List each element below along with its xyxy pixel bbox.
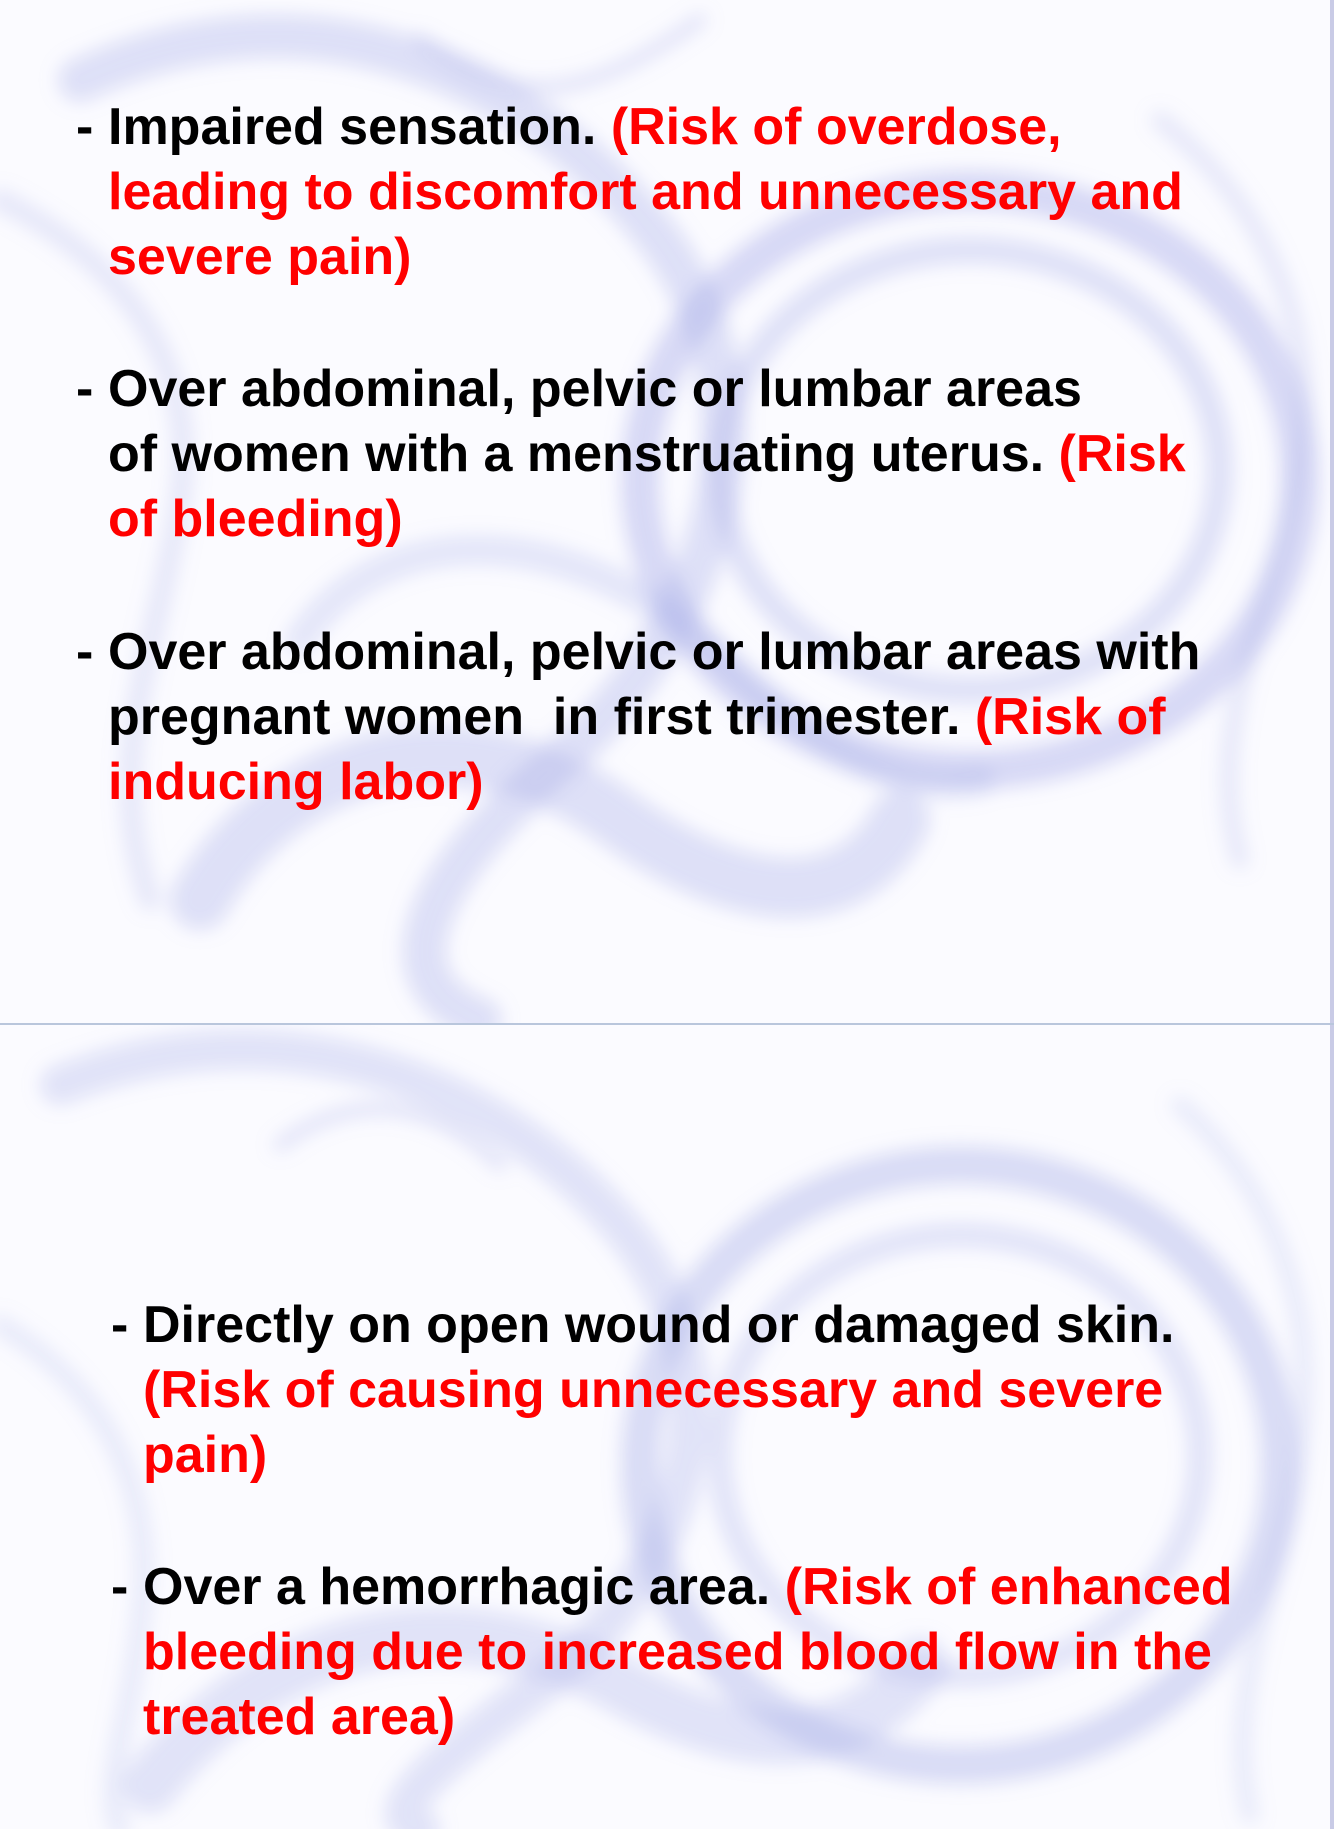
bullet-dash: - [76,98,94,156]
contraindication-hemorrhagic-area [111,1555,1323,1750]
text-line [108,225,1288,290]
risk-note: (Risk [1058,425,1186,483]
contraindication-menstruating-uterus [76,357,1288,552]
bullet-dash: - [111,1558,129,1616]
text-line [108,422,1288,487]
contraindication-text: Impaired sensation. [108,98,611,156]
text-line [108,95,1288,160]
text-line [143,1685,1323,1750]
bullet-dash: - [76,360,94,418]
contraindication-text: Over abdominal, pelvic or lumbar areas with [108,623,1201,681]
risk-note: (Risk of causing unnecessary and severe [143,1361,1164,1419]
text-line [108,357,1288,422]
contraindication-impaired-sensation [76,95,1288,290]
slide-edge [1330,1025,1334,1829]
risk-note: treated area) [143,1688,456,1746]
risk-note: of bleeding) [108,490,403,548]
contraindication-text: pregnant women in first trimester. [108,688,975,746]
risk-note: (Risk of [974,688,1166,746]
risk-note: severe pain) [108,228,412,286]
text-line [143,1555,1323,1620]
text-line [108,685,1298,750]
bullet-dash: - [111,1296,129,1354]
risk-note: (Risk of overdose, [610,98,1062,156]
contraindication-open-wound [111,1293,1303,1488]
risk-note: leading to discomfort and unnecessary and [108,163,1183,221]
text-line [108,487,1288,552]
risk-note: pain) [143,1426,268,1484]
contraindication-text: Over a hemorrhagic area. [143,1558,785,1616]
text-line [108,620,1298,685]
text-line [108,160,1288,225]
risk-note: bleeding due to increased blood flow in the [143,1623,1212,1681]
text-line [108,750,1298,815]
bullet-dash: - [76,623,94,681]
text-line [143,1293,1303,1358]
contraindication-text: of women with a menstruating uterus. [108,425,1059,483]
contraindication-text: Over abdominal, pelvic or lumbar areas [108,360,1082,418]
risk-note: inducing labor) [108,753,484,811]
text-line [143,1620,1323,1685]
contraindication-pregnancy-first-trimester [76,620,1298,815]
text-line [143,1358,1303,1423]
contraindication-text: Directly on open wound or damaged skin. [143,1296,1175,1354]
slide-edge [1330,0,1334,1023]
text-line [143,1423,1303,1488]
risk-note: (Risk of enhanced [784,1558,1233,1616]
slide-2 [0,1025,1334,1829]
